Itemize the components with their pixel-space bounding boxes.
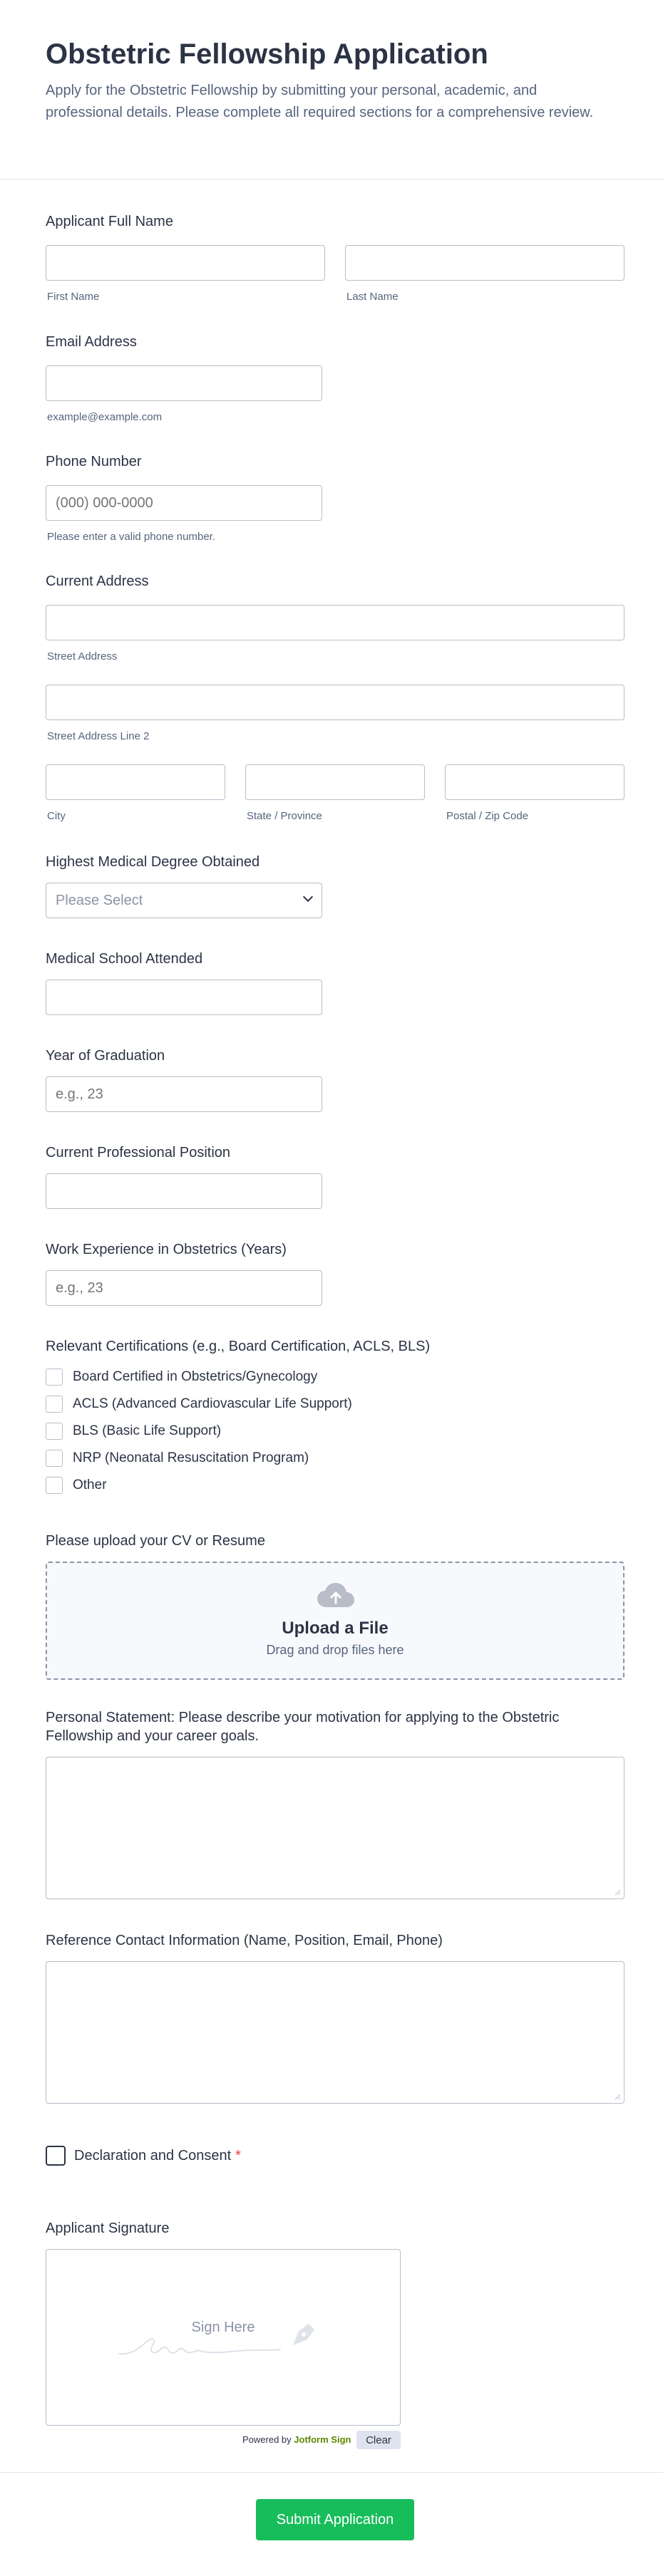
degree-select-value: Please Select bbox=[56, 893, 143, 908]
phone-field bbox=[46, 452, 625, 545]
form-subtitle: Apply for the Obstetric Fellowship by submitting your personal, academic, and professional details. Please complete all required sections for a comprehensive review. bbox=[46, 83, 594, 120]
certification-option[interactable] bbox=[46, 1448, 309, 1468]
degree-select[interactable] bbox=[46, 883, 322, 918]
checkbox[interactable] bbox=[46, 1368, 63, 1386]
medical-school-input[interactable] bbox=[46, 980, 322, 1015]
divider bbox=[0, 2472, 663, 2473]
checkbox[interactable] bbox=[46, 1477, 63, 1494]
position-label: Current Professional Position bbox=[46, 1145, 231, 1160]
street-address-2-sublabel: Street Address Line 2 bbox=[47, 730, 150, 742]
references-textarea[interactable] bbox=[46, 1961, 625, 2104]
resize-handle-icon[interactable] bbox=[614, 2093, 621, 2100]
graduation-field bbox=[46, 1046, 625, 1118]
zip-sublabel: Postal / Zip Code bbox=[446, 810, 529, 822]
certification-option-label: NRP (Neonatal Resuscitation Program) bbox=[73, 1450, 309, 1465]
email-field bbox=[46, 333, 625, 425]
street-address-2-input[interactable] bbox=[46, 685, 625, 720]
full-name-field bbox=[46, 212, 625, 305]
clear-signature-button[interactable]: Clear bbox=[356, 2431, 401, 2449]
form-header bbox=[0, 0, 663, 180]
city-input[interactable] bbox=[46, 764, 225, 800]
certification-option-label: Board Certified in Obstetrics/Gynecology bbox=[73, 1369, 318, 1384]
street-address-sublabel: Street Address bbox=[47, 650, 118, 663]
cv-upload-label: Please upload your CV or Resume bbox=[46, 1533, 265, 1549]
jotform-sign-brand: Jotform Sign bbox=[294, 2434, 351, 2445]
degree-field bbox=[46, 853, 625, 924]
references-label: Reference Contact Information (Name, Position, Email, Phone) bbox=[46, 1933, 443, 1948]
powered-by-label: Powered by bbox=[242, 2434, 292, 2445]
form-title: Obstetric Fellowship Application bbox=[46, 38, 488, 70]
personal-statement-textarea[interactable] bbox=[46, 1757, 625, 1899]
personal-statement-field bbox=[46, 1708, 625, 1901]
resize-handle-icon[interactable] bbox=[614, 1889, 621, 1896]
last-name-sublabel: Last Name bbox=[346, 291, 399, 303]
checkbox[interactable] bbox=[46, 1423, 63, 1440]
pen-nib-icon bbox=[289, 2318, 320, 2349]
address-field bbox=[46, 572, 625, 829]
signature-placeholder: Sign Here bbox=[191, 2320, 255, 2335]
zip-input[interactable] bbox=[445, 764, 625, 800]
upload-hint: Drag and drop files here bbox=[266, 1643, 404, 1657]
position-input[interactable] bbox=[46, 1173, 322, 1209]
last-name-input[interactable] bbox=[345, 245, 625, 281]
experience-input[interactable] bbox=[46, 1270, 322, 1306]
certifications-label: Relevant Certifications (e.g., Board Certification, ACLS, BLS) bbox=[46, 1339, 431, 1354]
powered-by-text bbox=[242, 2434, 351, 2445]
email-input[interactable] bbox=[46, 365, 322, 401]
email-label: Email Address bbox=[46, 334, 137, 350]
phone-input[interactable] bbox=[46, 485, 322, 521]
chevron-down-icon bbox=[303, 892, 313, 902]
consent-option[interactable] bbox=[46, 2146, 241, 2166]
references-field bbox=[46, 1931, 625, 2106]
certification-option[interactable] bbox=[46, 1394, 352, 1414]
certification-option-label: BLS (Basic Life Support) bbox=[73, 1423, 222, 1438]
consent-label: Declaration and Consent bbox=[74, 2147, 232, 2164]
full-name-label: Applicant Full Name bbox=[46, 214, 173, 229]
phone-sublabel: Please enter a valid phone number. bbox=[47, 531, 215, 543]
street-address-input[interactable] bbox=[46, 605, 625, 640]
submit-button[interactable]: Submit Application bbox=[256, 2499, 414, 2540]
personal-statement-label: Personal Statement: Please describe your motivation for applying to the Obstetric Fellowship and your career goals. bbox=[46, 1710, 560, 1744]
signature-field bbox=[46, 2219, 625, 2454]
certification-option[interactable] bbox=[46, 1475, 107, 1495]
checkbox[interactable] bbox=[46, 1450, 63, 1467]
graduation-label: Year of Graduation bbox=[46, 1048, 165, 1064]
city-sublabel: City bbox=[47, 810, 66, 822]
file-dropzone[interactable] bbox=[46, 1562, 625, 1680]
certification-option[interactable] bbox=[46, 1421, 221, 1441]
required-mark: * bbox=[235, 2147, 241, 2164]
medical-school-field bbox=[46, 950, 625, 1021]
consent-checkbox[interactable] bbox=[46, 2146, 66, 2166]
cloud-upload-icon bbox=[317, 1582, 355, 1610]
state-sublabel: State / Province bbox=[247, 810, 322, 822]
signature-scribble-icon bbox=[118, 2327, 282, 2362]
phone-label: Phone Number bbox=[46, 454, 142, 469]
position-field bbox=[46, 1143, 625, 1215]
checkbox[interactable] bbox=[46, 1396, 63, 1413]
certification-option[interactable] bbox=[46, 1367, 317, 1387]
first-name-input[interactable] bbox=[46, 245, 325, 281]
consent-field bbox=[46, 2144, 625, 2173]
state-input[interactable] bbox=[245, 764, 425, 800]
cv-upload-field bbox=[46, 1532, 625, 1681]
medical-school-label: Medical School Attended bbox=[46, 951, 203, 967]
address-label: Current Address bbox=[46, 573, 149, 589]
experience-label: Work Experience in Obstetrics (Years) bbox=[46, 1242, 287, 1257]
upload-title: Upload a File bbox=[282, 1619, 389, 1638]
graduation-input[interactable] bbox=[46, 1076, 322, 1112]
email-sublabel: example@example.com bbox=[47, 411, 163, 423]
certification-option-label: Other bbox=[73, 1477, 107, 1492]
experience-field bbox=[46, 1240, 625, 1312]
certifications-field bbox=[46, 1337, 625, 1501]
signature-label: Applicant Signature bbox=[46, 2221, 170, 2236]
signature-pad[interactable] bbox=[46, 2249, 401, 2426]
first-name-sublabel: First Name bbox=[47, 291, 100, 303]
certification-option-label: ACLS (Advanced Cardiovascular Life Support) bbox=[73, 1396, 352, 1411]
degree-label: Highest Medical Degree Obtained bbox=[46, 854, 260, 870]
